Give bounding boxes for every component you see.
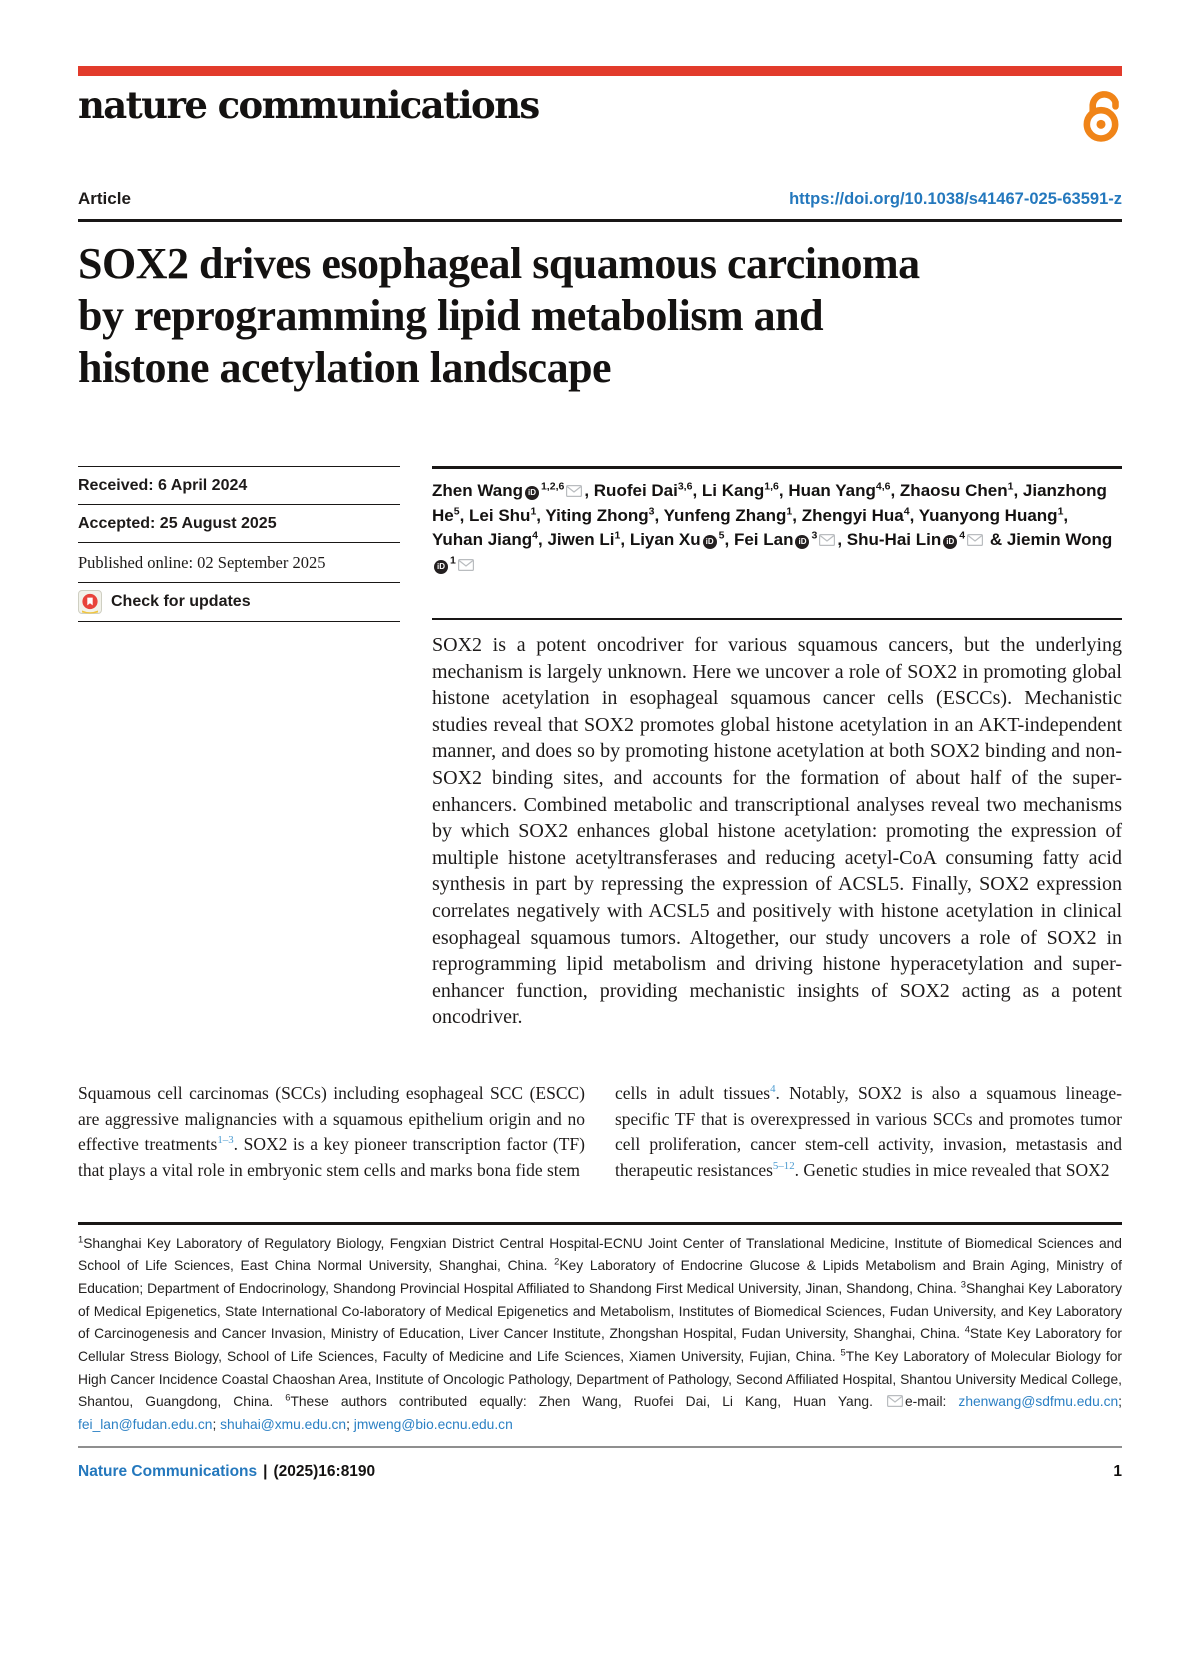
author-name: Ruofei Dai <box>593 480 678 500</box>
orcid-icon[interactable]: iD <box>795 535 809 549</box>
text-segment: 1 <box>78 1234 84 1245</box>
text-segment: ; <box>1118 1394 1123 1410</box>
text-segment: ; <box>346 1416 354 1432</box>
title-divider <box>78 219 1122 222</box>
orcid-icon[interactable]: iD <box>703 535 717 549</box>
author-list: Zhen Wang iD$^{1,2,6}$ , Ruofei Dai$^{3,6}$, Li Kang$^{1,6}$, Huan Yang$^{4,6}$, Zhaosu Chen$^1$, Jianzhong He$^5$, Lei Shu$^1$, Yiting Zhong$^3$, Yunfeng Zhang$^1$, Zhengyi Hua$^4$, Yuanyong Huang$^1$, Yuhan Jiang$^4$, Jiwen Li$^1$, Liyan Xu $iD^5$, Fei Lan $iD^3$ , Shu-Hai Lin $iD^4$ & Jiemin WongiD$^1$ <box>432 466 1122 578</box>
brand-red-bar <box>78 66 1122 76</box>
text-segment: 6 <box>285 1392 291 1403</box>
author-name: Zhaosu Chen <box>899 480 1008 500</box>
text-segment: Key Laboratory of Endocrine Glucose & Lipids Metabolism and Brain Aging, Ministry of Education; Department of Endocrinology, Shandong Provincial Hospital Affiliated to Shandong First Medical University, Jinan, Shandong, China. <box>78 1258 1122 1296</box>
text-segment: . Notably, SOX2 is also a squamous lineage-specific TF that is overexpressed in various SCCs and promotes tumor cell proliferation, cancer stem-cell activity, invasion, metastasis and therapeutic resistances <box>615 1082 1122 1181</box>
email-icon[interactable] <box>458 559 474 571</box>
orcid-icon[interactable]: iD <box>525 486 539 500</box>
text-segment: The Key Laboratory of Molecular Biology for High Cancer Incidence Coastal Chaoshan Area, Institute of Oncologic Pathology, Department of Pathology, Second Affiliated Hospital, Shantou University Medical College, Shantou, Guangdong, China. <box>78 1348 1122 1410</box>
email-icon[interactable] <box>887 1395 903 1407</box>
footer-divider <box>78 1446 1122 1448</box>
journal-logo: nature communications <box>78 83 539 127</box>
text-segment: ; <box>212 1416 221 1432</box>
citation-link[interactable]: 5–12 <box>772 1160 795 1173</box>
footer-citation: (2025)16:8190 <box>273 1463 376 1481</box>
author-name: Huan Yang <box>788 480 876 500</box>
text-segment: Squamous cell carcinomas (SCCs) including esophageal SCC (ESCC) are aggressive malignancies with a squamous epithelium origin and no effective treatments <box>78 1082 585 1155</box>
author-name: Zhengyi Hua <box>801 505 904 525</box>
published-date: Published online: 02 September 2025 <box>78 542 400 582</box>
author-name: Yiting Zhong <box>545 505 649 525</box>
author-name: Jiemin Wong <box>1006 530 1113 550</box>
citation-link[interactable]: 1–3 <box>217 1134 234 1147</box>
open-access-icon <box>1078 85 1124 143</box>
page-title: SOX2 drives esophageal squamous carcinoma by reprogramming lipid metabolism and histone acetylation landscape <box>78 239 920 392</box>
article-type-label: Article <box>78 189 131 208</box>
author-name: Fei Lan <box>733 530 794 550</box>
page-footer <box>78 1463 1122 1481</box>
page-number: 1 <box>1113 1463 1122 1481</box>
intro-column-right <box>615 1081 1122 1184</box>
footer-journal-link[interactable]: Nature Communications <box>78 1463 258 1481</box>
email-icon[interactable] <box>967 534 983 546</box>
text-segment: 4 <box>964 1324 970 1335</box>
article-meta-row <box>78 189 1122 209</box>
text-segment: 5 <box>840 1347 846 1358</box>
text-segment: Shanghai Key Laboratory of Medical Epigenetics, State International Co-laboratory of Medical Epigenetics and Metabolism, Institutes of Biomedical Sciences, Fudan University, and Key Laboratory of Carcinogenesis and Cancer Invasion, Ministry of Education, Liver Cancer Institute, Zhongshan Hospital, Fudan University, Shanghai, China. <box>78 1281 1122 1342</box>
intro-column-left <box>78 1081 585 1184</box>
author-name: Yuanyong Huang <box>918 505 1058 525</box>
email-link[interactable]: zhenwang@sdfmu.edu.cn <box>958 1394 1119 1410</box>
author-name: Zhen Wang <box>432 480 523 500</box>
email-link[interactable]: fei_lan@fudan.edu.cn <box>78 1416 213 1432</box>
text-segment: 3 <box>960 1279 966 1290</box>
journal-header <box>78 83 1122 149</box>
email-icon[interactable] <box>566 485 582 497</box>
affiliations-footnote <box>78 1233 1122 1437</box>
crossmark-icon <box>78 590 102 614</box>
check-for-updates-button[interactable] <box>78 582 400 622</box>
footnote-divider <box>78 1222 1122 1225</box>
accepted-date: Accepted: 25 August 2025 <box>78 504 400 542</box>
received-date: Received: 6 April 2024 <box>78 466 400 504</box>
orcid-icon[interactable]: iD <box>943 535 957 549</box>
text-segment: State Key Laboratory for Cellular Stress Biology, School of Life Sciences, Faculty of Medicine and Life Sciences, Xiamen University, Fujian, China. <box>78 1326 1122 1364</box>
author-name: Lei Shu <box>469 505 531 525</box>
text-segment: These authors contributed equally: Zhen Wang, Ruofei Dai, Li Kang, Huan Yang. <box>290 1394 885 1410</box>
author-name: Jianzhong He <box>432 480 1107 525</box>
text-segment: . Genetic studies in mice revealed that SOX2 <box>794 1160 1110 1181</box>
email-link[interactable]: jmweng@bio.ecnu.edu.cn <box>353 1416 513 1432</box>
text-segment: 2 <box>554 1256 560 1267</box>
text-segment: e-mail: <box>904 1394 959 1410</box>
email-icon[interactable] <box>819 534 835 546</box>
author-name: Li Kang <box>701 480 765 500</box>
author-name: Jiwen Li <box>547 530 615 550</box>
footer-separator: | <box>263 1463 268 1481</box>
author-name: Yunfeng Zhang <box>663 505 787 525</box>
article-history <box>78 466 400 1031</box>
article-page <box>0 66 1200 1481</box>
authors-and-abstract <box>432 466 1122 1031</box>
introduction-columns <box>78 1081 1122 1184</box>
author-name: Liyan Xu <box>629 530 701 550</box>
text-segment: Shanghai Key Laboratory of Regulatory Biology, Fengxian District Central Hospital-ECNU Joint Center of Translational Medicine, Institute of Biomedical Sciences and School of Life Sciences, East China Normal University, Shanghai, China. <box>78 1235 1122 1274</box>
doi-link[interactable]: https://doi.org/10.1038/s41467-025-63591-z <box>789 190 1122 208</box>
email-link[interactable]: shuhai@xmu.edu.cn <box>220 1416 347 1432</box>
footer-citation-group <box>78 1463 375 1481</box>
author-name: Yuhan Jiang <box>432 530 533 550</box>
check-for-updates-label: Check for updates <box>111 592 251 610</box>
author-name: Shu-Hai Lin <box>846 530 942 550</box>
text-segment: . SOX2 is a key pioneer transcription factor (TF) that plays a vital role in embryonic stem cells and marks bona fide stem <box>78 1134 585 1181</box>
orcid-icon[interactable]: iD <box>434 560 448 574</box>
text-segment: cells in adult tissues <box>615 1082 771 1103</box>
info-section <box>78 466 1122 1031</box>
citation-link[interactable]: 4 <box>770 1083 776 1096</box>
abstract: SOX2 is a potent oncodriver for various squamous cancers, but the underlying mechanism is largely unknown. Here we uncover a role of SOX2 in promoting global histone acetylation in esophageal squamous cancer cells (ESCCs). Mechanistic studies reveal that SOX2 promotes global histone acetylation in an AKT-independent manner, and does so by promoting histone acetylation at both SOX2 binding and non-SOX2 binding sites, and accounts for the formation of about half of the super-enhancers. Combined metabolic and transcriptional analyses reveal two mechanisms by which SOX2 enhances global histone acetylation: promoting the expression of multiple histone acetyltransferases and reducing acetyl-CoA consuming fatty acid synthesis in part by repressing the expression of ACSL5. Finally, SOX2 expression correlates negatively with ACSL5 and positively with histone acetylation in clinical esophageal squamous tumors. Altogether, our study uncovers a role of SOX2 in reprogramming lipid metabolism and driving histone hyperacetylation and super-enhancer function, providing mechanistic insights of SOX2 acting as a potent oncodriver. <box>432 618 1122 1031</box>
